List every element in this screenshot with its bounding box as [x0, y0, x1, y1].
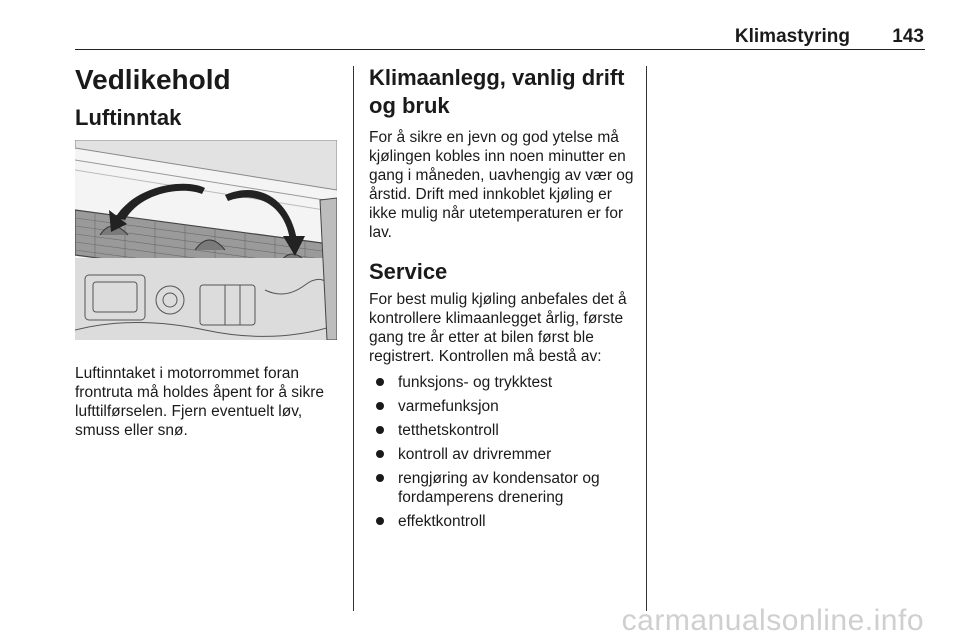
- column-divider-right: [646, 66, 647, 611]
- list-item-text: kontroll av drivremmer: [398, 446, 552, 463]
- air-intake-drawing: [75, 140, 337, 340]
- list-item: [369, 397, 639, 416]
- bullet-icon: [376, 450, 384, 458]
- bullet-icon: [376, 426, 384, 434]
- list-item: [369, 421, 639, 440]
- figure-caption: Luftinntaket i motorrommet foran frontruta må holdes åpent for å sikre lufttilførselen. Fjern eventuelt løv, smuss eller snø.: [75, 365, 324, 439]
- list-item: [369, 512, 639, 531]
- page-number: 143: [892, 26, 924, 47]
- bullet-icon: [376, 517, 384, 525]
- section-heading: Vedlikehold: [75, 64, 231, 95]
- list-item: [369, 373, 639, 392]
- ac-paragraph: For å sikre en jevn og god ytelse må kjølingen kobles inn noen minutter en gang i måneden, uavhengig av vær og årstid. Drift med innkoblet kjøling er ikke mulig når utetemperaturen er for lav.: [369, 129, 634, 241]
- bullet-icon: [376, 402, 384, 410]
- list-item-text: rengjøring av kondensator og fordamperens drenering: [398, 470, 600, 506]
- list-item-text: tetthetskontroll: [398, 422, 499, 439]
- section-title: Klimastyring: [734, 26, 850, 47]
- service-checklist: [369, 373, 639, 531]
- header-divider: [75, 49, 925, 50]
- list-item-text: varmefunksjon: [398, 398, 499, 415]
- left-column: [75, 64, 345, 132]
- middle-column: [369, 64, 639, 536]
- bullet-icon: [376, 378, 384, 386]
- list-item: [369, 469, 639, 507]
- bullet-icon: [376, 474, 384, 482]
- subsection-heading: Luftinntak: [75, 105, 182, 130]
- list-item-text: funksjons- og trykktest: [398, 374, 553, 391]
- service-heading: Service: [369, 259, 448, 284]
- ac-heading: Klimaanlegg, vanlig drift og bruk: [369, 65, 625, 118]
- service-paragraph: For best mulig kjøling anbefales det å kontrollere klimaanlegget årlig, første gang tre år etter at bilen først ble registrert. Kontrollen må bestå av:: [369, 291, 627, 365]
- column-divider-left: [353, 66, 354, 611]
- list-item: [369, 445, 639, 464]
- list-item-text: effektkontroll: [398, 513, 486, 530]
- watermark: carmanualsonline.info: [621, 604, 924, 637]
- left-caption-block: [75, 364, 345, 440]
- air-intake-illustration: [75, 140, 337, 340]
